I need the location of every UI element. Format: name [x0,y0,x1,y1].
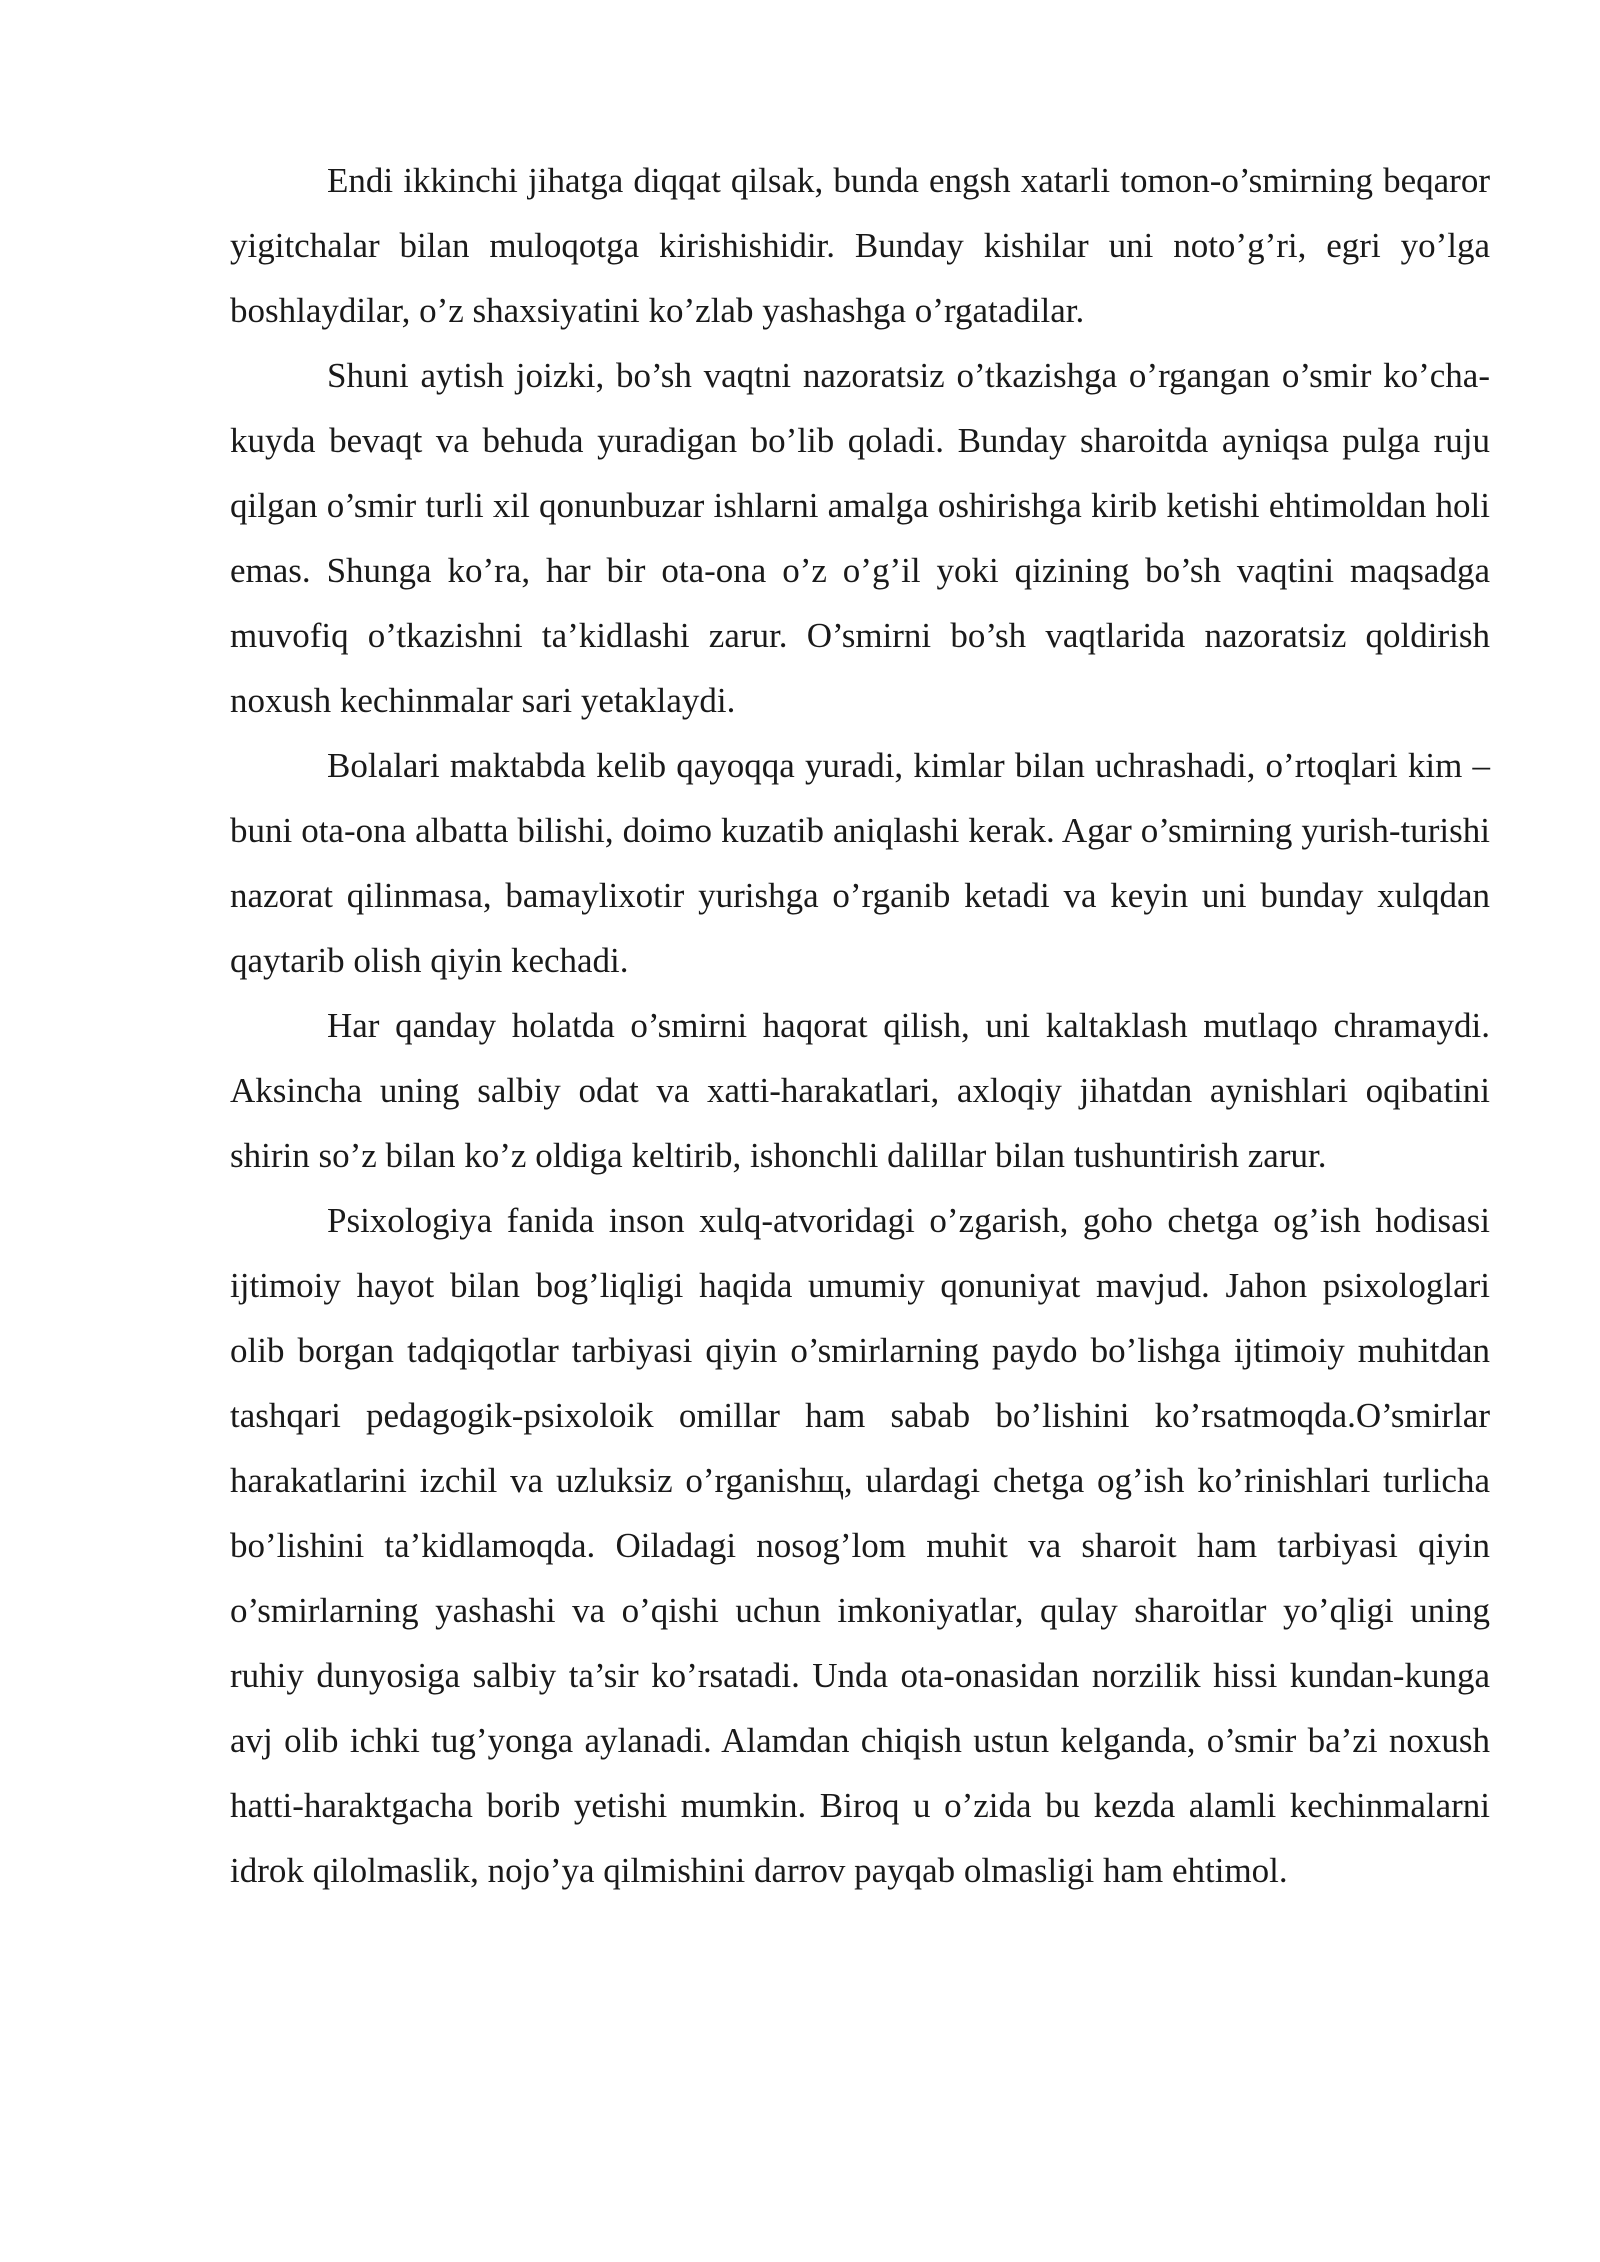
paragraph-1: Endi ikkinchi jihatga diqqat qilsak, bunda engsh xatarli tomon-o’smirning beqaror yigitchalar bilan muloqotga kirishishidir. Bunday kishilar uni noto’g’ri, egri yo’lga boshlaydilar, o’z shaxsiyatini ko’zlab yashashga o’rgatadilar. [230,161,1490,330]
paragraph-4: Har qanday holatda o’smirni haqorat qilish, uni kaltaklash mutlaqo chramaydi. Aksincha uning salbiy odat va xatti-harakatlari, axloqiy jihatdan aynishlari oqibatini shirin so’z bilan ko’z oldiga keltirib, ishonchli dalillar bilan tushuntirish zarur. [230,1006,1490,1175]
paragraph-5: Psixologiya fanida inson xulq-atvoridagi o’zgarish, goho chetga og’ish hodisasi ijtimoiy hayot bilan bog’liqligi haqida umumiy qonuniyat mavjud. Jahon psixologlari olib borgan tadqiqotlar tarbiyasi qiyin o’smirlarning paydo bo’lishga ijtimoiy muhitdan tashqari pedagogik-psixoloik omillar ham sabab bo’lishini ko’rsatmoqda.O’smirlar harakatlarini izchil va uzluksiz o’rganishщ, ulardagi chetga og’ish ko’rinishlari turlicha bo’lishini ta’kidlamoqda. Oiladagi nosog’lom muhit va sharoit ham tarbiyasi qiyin o’smirlarning yashashi va o’qishi uchun imkoniyatlar, qulay sharoitlar yo’qligi uning ruhiy dunyosiga salbiy ta’sir ko’rsatadi. Unda ota-onasidan norzilik hissi kundan-kunga avj olib ichki tug’yonga aylanadi. Alamdan chiqish ustun kelganda, o’smir ba’zi noxush hatti-haraktgacha borib yetishi mumkin. Biroq u o’zida bu kezda alamli kechinmalarni idrok qilolmaslik, nojo’ya qilmishini darrov payqab olmasligi ham ehtimol. [230,1201,1490,1890]
document-body [230,148,1490,1903]
paragraph-2: Shuni aytish joizki, bo’sh vaqtni nazoratsiz o’tkazishga o’rgangan o’smir ko’cha-kuyda bevaqt va behuda yuradigan bo’lib qoladi. Bunday sharoitda ayniqsa pulga ruju qilgan o’smir turli xil qonunbuzar ishlarni amalga oshirishga kirib ketishi ehtimoldan holi emas. Shunga ko’ra, har bir ota-ona o’z o’g’il yoki qizining bo’sh vaqtini maqsadga muvofiq o’tkazishni ta’kidlashi zarur. O’smirni bo’sh vaqtlarida nazoratsiz qoldirish noxush kechinmalar sari yetaklaydi. [230,356,1490,720]
paragraph-3: Bolalari maktabda kelib qayoqqa yuradi, kimlar bilan uchrashadi, o’rtoqlari kim – buni ota-ona albatta bilishi, doimo kuzatib aniqlashi kerak. Agar o’smirning yurish-turishi nazorat qilinmasa, bamaylixotir yurishga o’rganib ketadi va keyin uni bunday xulqdan qaytarib olish qiyin kechadi. [230,746,1490,980]
